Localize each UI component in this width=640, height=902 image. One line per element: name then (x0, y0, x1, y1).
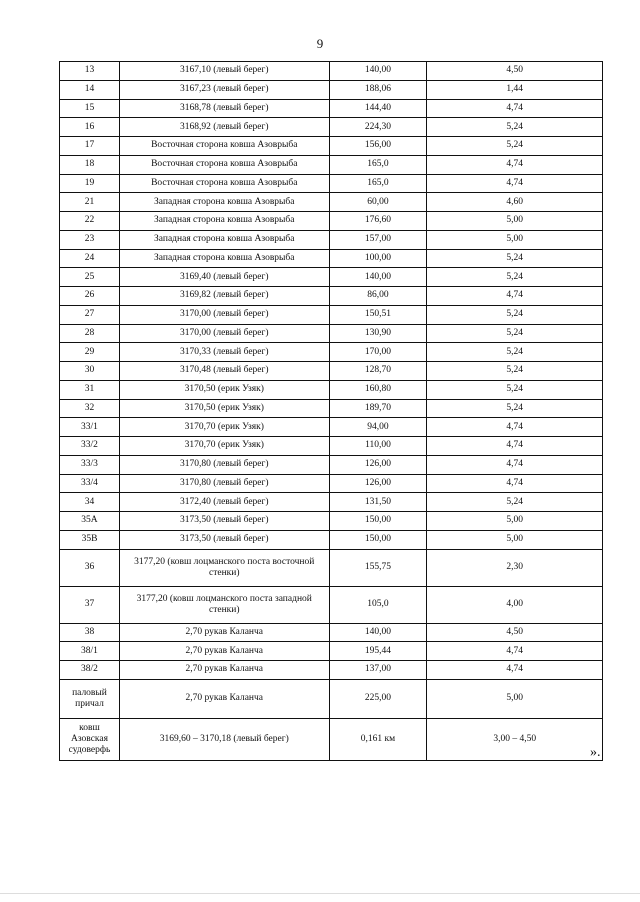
cell-length: 128,70 (329, 362, 427, 381)
cell-number: 35B (60, 530, 120, 549)
cell-length: 189,70 (329, 399, 427, 418)
cell-depth: 4,74 (427, 661, 603, 680)
cell-length: 110,00 (329, 437, 427, 456)
table-row (60, 679, 603, 718)
table-row (60, 155, 603, 174)
cell-depth: 5,24 (427, 324, 603, 343)
cell-number: 32 (60, 399, 120, 418)
cell-number: 24 (60, 249, 120, 268)
cell-depth: 4,74 (427, 642, 603, 661)
cell-depth: 5,24 (427, 305, 603, 324)
cell-location: 3170,80 (левый берег) (119, 474, 329, 493)
cell-location: 3177,20 (ковш лоцманского поста западной стенки) (119, 586, 329, 623)
cell-location: Восточная сторона ковша Азоврыба (119, 155, 329, 174)
cell-length: 140,00 (329, 62, 427, 81)
cell-length: 225,00 (329, 679, 427, 718)
cell-location: Восточная сторона ковша Азоврыба (119, 137, 329, 156)
cell-number: 38/2 (60, 661, 120, 680)
cell-depth: 4,74 (427, 455, 603, 474)
cell-number: 28 (60, 324, 120, 343)
cell-length: 160,80 (329, 380, 427, 399)
cell-location: 3170,50 (ерик Узяк) (119, 380, 329, 399)
cell-number: 29 (60, 343, 120, 362)
cell-number: 18 (60, 155, 120, 174)
table-row (60, 62, 603, 81)
cell-number: 38 (60, 623, 120, 642)
cell-location: Западная сторона ковша Азоврыба (119, 249, 329, 268)
cell-depth: 2,30 (427, 549, 603, 586)
cell-number: 30 (60, 362, 120, 381)
cell-depth: 5,00 (427, 530, 603, 549)
cell-length: 156,00 (329, 137, 427, 156)
cell-depth: 4,74 (427, 437, 603, 456)
cell-location: 3170,70 (ерик Узяк) (119, 418, 329, 437)
cell-depth: 5,00 (427, 230, 603, 249)
table-row (60, 549, 603, 586)
cell-location: 3170,48 (левый берег) (119, 362, 329, 381)
cell-location: 3170,50 (ерик Узяк) (119, 399, 329, 418)
cell-location: 3177,20 (ковш лоцманского поста восточной стенки) (119, 549, 329, 586)
cell-length: 150,51 (329, 305, 427, 324)
cell-location: Западная сторона ковша Азоврыба (119, 212, 329, 231)
table-row (60, 362, 603, 381)
cell-length: 126,00 (329, 455, 427, 474)
cell-number: 38/1 (60, 642, 120, 661)
cell-length: 188,06 (329, 80, 427, 99)
cell-depth: 4,74 (427, 474, 603, 493)
table-row (60, 324, 603, 343)
table-row (60, 437, 603, 456)
cell-length: 140,00 (329, 268, 427, 287)
cell-number: 19 (60, 174, 120, 193)
cell-length: 165,0 (329, 155, 427, 174)
cell-depth: 4,74 (427, 174, 603, 193)
table-row (60, 530, 603, 549)
cell-depth: 5,24 (427, 399, 603, 418)
cell-length: 100,00 (329, 249, 427, 268)
cell-number: 16 (60, 118, 120, 137)
cell-length: 140,00 (329, 623, 427, 642)
cell-depth: 5,24 (427, 380, 603, 399)
cell-location: 3173,50 (левый берег) (119, 530, 329, 549)
cell-location: 2,70 рукав Каланча (119, 623, 329, 642)
cell-length: 176,60 (329, 212, 427, 231)
cell-location: 2,70 рукав Каланча (119, 661, 329, 680)
cell-length: 0,161 км (329, 718, 427, 760)
cell-number: 27 (60, 305, 120, 324)
table-row (60, 118, 603, 137)
cell-number: 13 (60, 62, 120, 81)
cell-length: 224,30 (329, 118, 427, 137)
cell-number: 22 (60, 212, 120, 231)
cell-length: 94,00 (329, 418, 427, 437)
table-row (60, 399, 603, 418)
cell-depth: 5,24 (427, 137, 603, 156)
table-row (60, 455, 603, 474)
cell-depth: 4,50 (427, 623, 603, 642)
cell-number: 35A (60, 512, 120, 531)
cell-depth: 4,74 (427, 287, 603, 306)
page-bottom-edge (0, 893, 640, 894)
table-row (60, 474, 603, 493)
cell-number: 31 (60, 380, 120, 399)
cell-location: 3169,40 (левый берег) (119, 268, 329, 287)
cell-location: Западная сторона ковша Азоврыба (119, 193, 329, 212)
table-row (60, 80, 603, 99)
cell-number: 36 (60, 549, 120, 586)
cell-number: 21 (60, 193, 120, 212)
cell-depth: 5,24 (427, 118, 603, 137)
table-row (60, 718, 603, 760)
cell-depth: 5,00 (427, 679, 603, 718)
cell-length: 86,00 (329, 287, 427, 306)
cell-length: 195,44 (329, 642, 427, 661)
cell-length: 155,75 (329, 549, 427, 586)
cell-depth: 1,44 (427, 80, 603, 99)
berth-table (59, 61, 603, 761)
cell-number: 33/4 (60, 474, 120, 493)
cell-location: 3170,33 (левый берег) (119, 343, 329, 362)
cell-depth: 4,50 (427, 62, 603, 81)
cell-location: Восточная сторона ковша Азоврыба (119, 174, 329, 193)
table-row (60, 661, 603, 680)
cell-location: 3169,82 (левый берег) (119, 287, 329, 306)
table-row (60, 99, 603, 118)
cell-depth: 5,24 (427, 493, 603, 512)
cell-depth: 3,00 – 4,50 (427, 718, 603, 760)
cell-location: 3168,92 (левый берег) (119, 118, 329, 137)
cell-location: 3170,70 (ерик Узяк) (119, 437, 329, 456)
table-row (60, 418, 603, 437)
cell-number: 33/3 (60, 455, 120, 474)
table-row (60, 268, 603, 287)
table-row (60, 230, 603, 249)
cell-depth: 4,74 (427, 155, 603, 174)
cell-location: Западная сторона ковша Азоврыба (119, 230, 329, 249)
cell-length: 105,0 (329, 586, 427, 623)
cell-number: 15 (60, 99, 120, 118)
cell-depth: 5,24 (427, 249, 603, 268)
cell-number: 17 (60, 137, 120, 156)
table-row (60, 249, 603, 268)
table-row (60, 586, 603, 623)
cell-number: 25 (60, 268, 120, 287)
cell-location: 3170,00 (левый берег) (119, 324, 329, 343)
cell-number: 33/2 (60, 437, 120, 456)
cell-depth: 5,00 (427, 212, 603, 231)
cell-depth: 5,24 (427, 362, 603, 381)
table-row (60, 137, 603, 156)
cell-number: 33/1 (60, 418, 120, 437)
table-row (60, 174, 603, 193)
cell-length: 165,0 (329, 174, 427, 193)
cell-length: 131,50 (329, 493, 427, 512)
cell-length: 137,00 (329, 661, 427, 680)
cell-length: 170,00 (329, 343, 427, 362)
cell-number: паловый причал (60, 679, 120, 718)
cell-length: 150,00 (329, 512, 427, 531)
cell-depth: 4,74 (427, 99, 603, 118)
cell-depth: 4,60 (427, 193, 603, 212)
table-row (60, 642, 603, 661)
cell-number: 34 (60, 493, 120, 512)
cell-location: 2,70 рукав Каланча (119, 642, 329, 661)
cell-location: 2,70 рукав Каланча (119, 679, 329, 718)
cell-location: 3170,80 (левый берег) (119, 455, 329, 474)
table-row (60, 287, 603, 306)
cell-number: ковш Азовская судоверфь (60, 718, 120, 760)
cell-depth: 5,24 (427, 343, 603, 362)
cell-number: 23 (60, 230, 120, 249)
cell-depth: 4,00 (427, 586, 603, 623)
cell-length: 130,90 (329, 324, 427, 343)
cell-depth: 5,24 (427, 268, 603, 287)
cell-number: 14 (60, 80, 120, 99)
cell-length: 60,00 (329, 193, 427, 212)
cell-location: 3168,78 (левый берег) (119, 99, 329, 118)
table-row (60, 193, 603, 212)
table-row (60, 380, 603, 399)
cell-location: 3170,00 (левый берег) (119, 305, 329, 324)
cell-location: 3172,40 (левый берег) (119, 493, 329, 512)
table-row (60, 623, 603, 642)
cell-length: 126,00 (329, 474, 427, 493)
table-row (60, 493, 603, 512)
page-number: 9 (316, 36, 324, 51)
closing-quote: ». (590, 745, 601, 760)
cell-length: 150,00 (329, 530, 427, 549)
table-row (60, 512, 603, 531)
cell-location: 3173,50 (левый берег) (119, 512, 329, 531)
cell-location: 3169,60 – 3170,18 (левый берег) (119, 718, 329, 760)
cell-length: 144,40 (329, 99, 427, 118)
table-row (60, 212, 603, 231)
cell-length: 157,00 (329, 230, 427, 249)
cell-depth: 4,74 (427, 418, 603, 437)
cell-number: 37 (60, 586, 120, 623)
cell-location: 3167,23 (левый берег) (119, 80, 329, 99)
cell-number: 26 (60, 287, 120, 306)
cell-location: 3167,10 (левый берег) (119, 62, 329, 81)
table-row (60, 305, 603, 324)
table-row (60, 343, 603, 362)
cell-depth: 5,00 (427, 512, 603, 531)
